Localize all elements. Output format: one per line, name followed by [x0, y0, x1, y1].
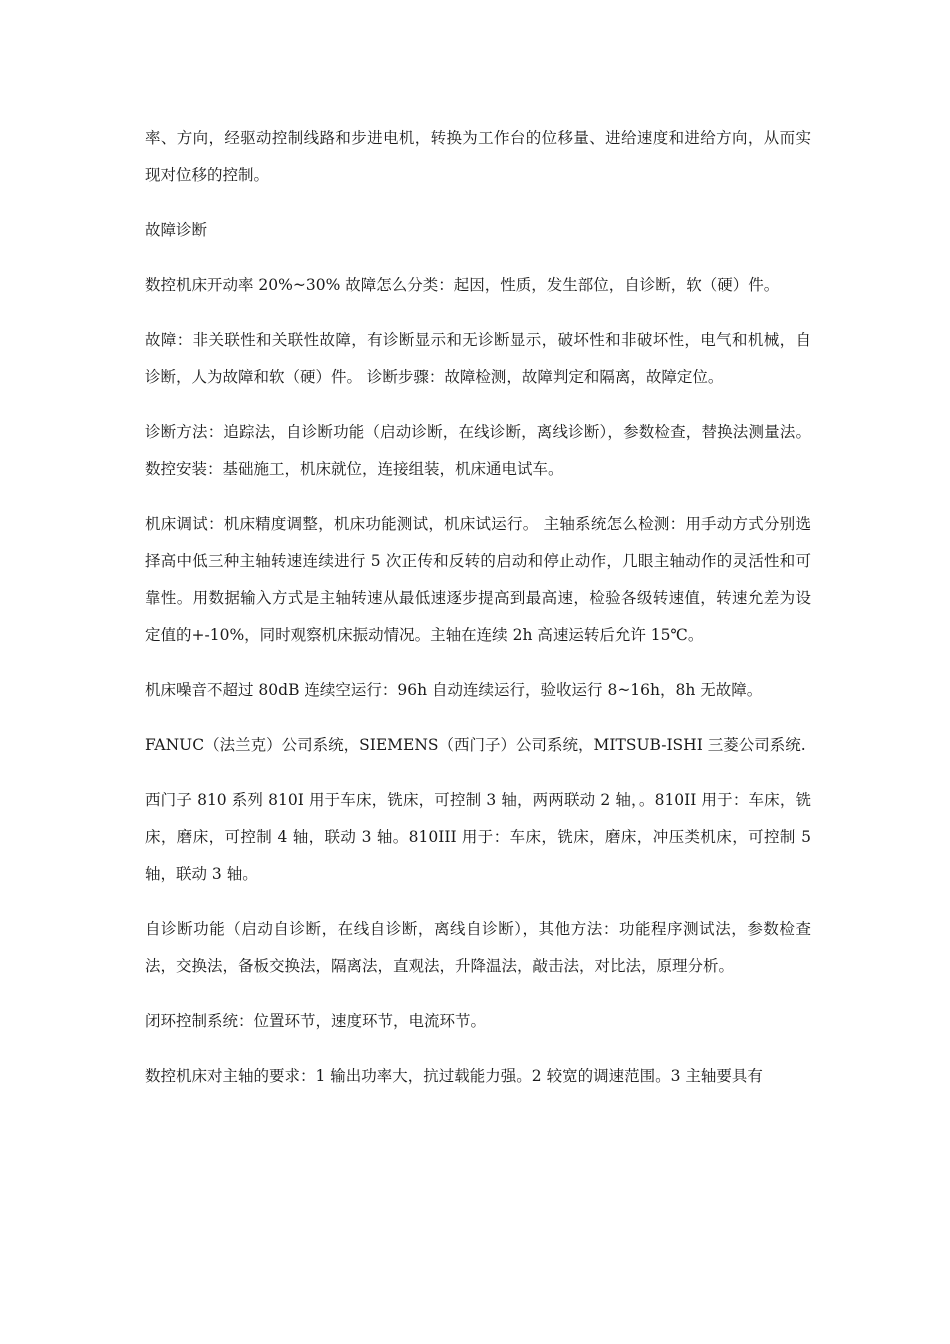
paragraph-cnc-systems: FANUC（法兰克）公司系统，SIEMENS（西门子）公司系统，MITSUB-ISHI 三菱公司系统. — [145, 736, 806, 754]
paragraph-machine-debugging: 机床调试：机床精度调整，机床功能测试，机床试运行。 主轴系统怎么检测：用手动方式分别选择高中低三种主轴转速连续进行 5 次正传和反转的启动和停止动作，几眼主轴动作的灵活性和可靠性。用数据输入方式是主轴转速从最低速逐步提高到最高速，检验各级转速值，转速允差为设定值的+-10%，同时观察机床振动情况。主轴在连续 2h 高速运转后允许 15℃。 — [145, 515, 811, 644]
paragraph-stepper-control: 率、方向，经驱动控制线路和步进电机，转换为工作台的位移量、进给速度和进给方向，从而实现对位移的控制。 — [145, 129, 811, 184]
paragraph-fault-types: 故障：非关联性和关联性故障，有诊断显示和无诊断显示，破坏性和非破坏性，电气和机械，自诊断，人为故障和软（硬）件。 诊断步骤：故障检测，故障判定和隔离，故障定位。 — [145, 331, 811, 386]
paragraph-closed-loop: 闭环控制系统：位置环节，速度环节，电流环节。 — [145, 1012, 487, 1030]
paragraph-spindle-requirements: 数控机床对主轴的要求：1 输出功率大，抗过载能力强。2 较宽的调速范围。3 主轴要具有 — [145, 1067, 763, 1085]
paragraph-self-diagnosis: 自诊断功能（启动自诊断，在线自诊断，离线自诊断），其他方法：功能程序测试法，参数检查法，交换法，备板交换法，隔离法，直观法，升降温法，敲击法，对比法，原理分析。 — [145, 920, 811, 975]
paragraph-noise-run: 机床噪音不超过 80dB 连续空运行：96h 自动连续运行，验收运行 8~16h，8h 无故障。 — [145, 681, 763, 699]
document-body — [145, 120, 811, 1113]
paragraph-diagnosis-methods: 诊断方法：追踪法，自诊断功能（启动诊断，在线诊断，离线诊断），参数检查，替换法测量法。 数控安装：基础施工，机床就位，连接组装，机床通电试车。 — [145, 423, 811, 478]
paragraph-fault-classification: 数控机床开动率 20%~30% 故障怎么分类：起因，性质，发生部位，自诊断，软（硬）件。 — [145, 276, 780, 294]
paragraph-heading-fault-diagnosis: 故障诊断 — [145, 221, 208, 239]
paragraph-siemens-810: 西门子 810 系列 810I 用于车床，铣床，可控制 3 轴，两两联动 2 轴，。810II 用于：车床，铣床，磨床，可控制 4 轴，联动 3 轴。810III 用于：车床，铣床，磨床，冲压类机床，可控制 5 轴，联动 3 轴。 — [145, 791, 811, 883]
